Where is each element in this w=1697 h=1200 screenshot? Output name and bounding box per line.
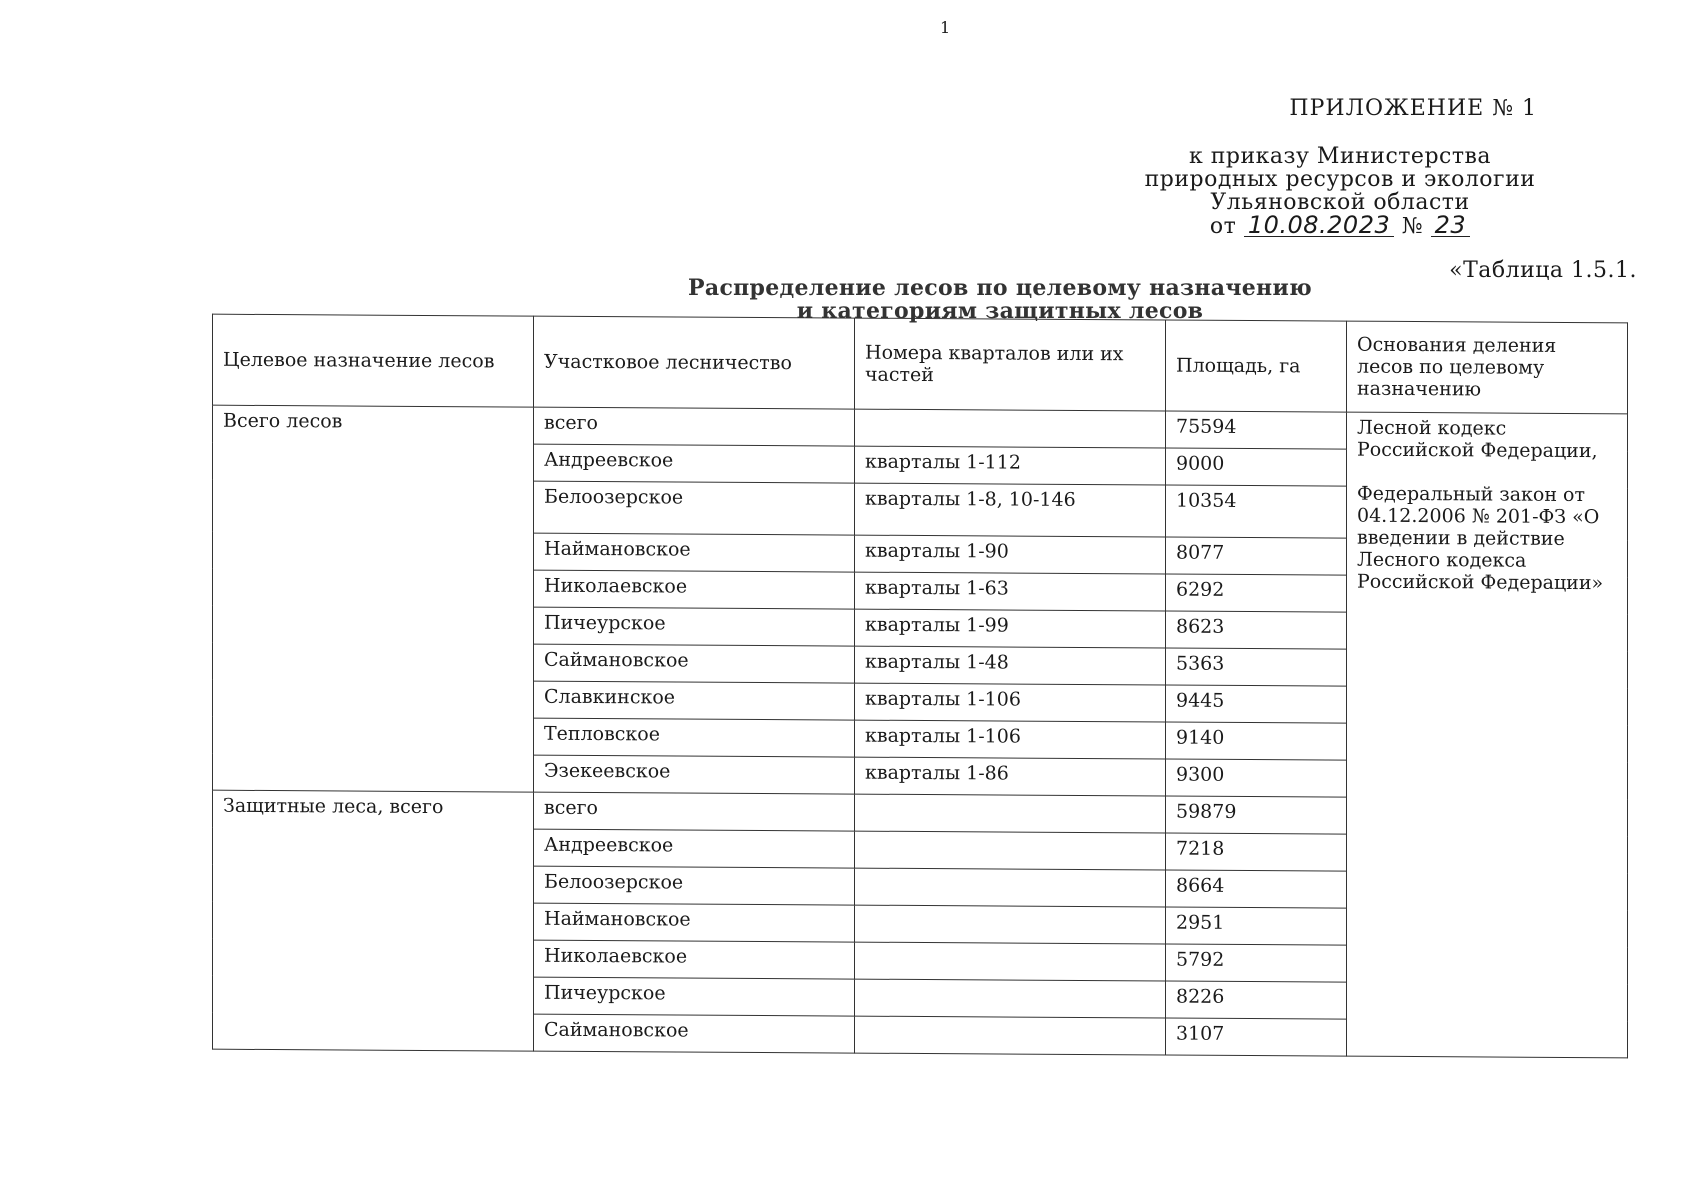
header-purpose: Целевое назначение лесов [213, 314, 534, 407]
quarters-cell: кварталы 1-90 [855, 535, 1166, 574]
forestry-cell: Белоозерское [534, 481, 855, 535]
area-cell: 5363 [1166, 648, 1347, 686]
quarters-cell: кварталы 1-48 [855, 646, 1166, 685]
forestry-cell: Тепловское [534, 718, 855, 757]
quarters-cell [855, 794, 1166, 833]
area-cell: 8623 [1166, 611, 1347, 649]
header-forestry: Участковое лесничество [534, 316, 855, 409]
basis-part: Федеральный закон от 04.12.2006 № 201-ФЗ «О введении в действие Лесного кодекса Российской Федерации» [1357, 482, 1604, 595]
quarters-cell [855, 868, 1166, 907]
area-cell: 9445 [1166, 685, 1347, 723]
area-cell: 3107 [1166, 1018, 1347, 1056]
forest-distribution-table [212, 314, 1628, 1059]
order-line: Ульяновской области [1210, 190, 1470, 215]
basis-part: Лесной кодекс Российской Федерации, [1357, 416, 1598, 463]
area-cell: 10354 [1166, 485, 1347, 538]
quarters-cell: кварталы 1-112 [855, 446, 1166, 485]
area-cell: 59879 [1166, 796, 1347, 834]
date-prefix: от [1209, 214, 1237, 239]
basis-cell [1347, 412, 1628, 1058]
area-cell: 9000 [1166, 448, 1347, 486]
forestry-cell: Славкинское [534, 681, 855, 720]
forestry-cell: всего [534, 792, 855, 831]
area-cell: 2951 [1166, 907, 1347, 945]
area-cell: 5792 [1166, 944, 1347, 982]
area-cell: 9140 [1166, 722, 1347, 760]
area-cell: 9300 [1166, 759, 1347, 797]
order-reference [1010, 145, 1670, 238]
area-cell: 8077 [1166, 537, 1347, 575]
number-prefix: № [1401, 214, 1424, 239]
quarters-cell [855, 1016, 1166, 1055]
quarters-cell: кварталы 1-63 [855, 572, 1166, 611]
appendix-title: ПРИЛОЖЕНИЕ № 1 [1289, 96, 1537, 121]
area-cell: 8664 [1166, 870, 1347, 908]
quarters-cell [855, 942, 1166, 981]
order-number: 23 [1431, 214, 1471, 237]
header-basis: Основания деления лесов по целевому назначению [1347, 321, 1628, 414]
forestry-cell: Белоозерское [534, 866, 855, 905]
forestry-cell: Наймановское [534, 533, 855, 572]
header-quarters: Номера кварталов или их частей [855, 318, 1166, 411]
forestry-cell: Пичеурское [534, 977, 855, 1016]
quarters-cell: кварталы 1-106 [855, 720, 1166, 759]
quarters-cell [855, 979, 1166, 1018]
quarters-cell: кварталы 1-106 [855, 683, 1166, 722]
quarters-cell [855, 905, 1166, 944]
forestry-cell: Андреевское [534, 829, 855, 868]
order-date-line [1010, 211, 1670, 239]
area-cell: 75594 [1166, 411, 1347, 449]
forest-table-wrapper [212, 314, 1628, 1059]
category-cell: Всего лесов [213, 405, 534, 792]
category-cell: Защитные леса, всего [213, 790, 534, 1051]
forestry-cell: всего [534, 407, 855, 446]
order-date: 10.08.2023 [1244, 214, 1394, 237]
quarters-cell [855, 831, 1166, 870]
forestry-cell: Николаевское [534, 940, 855, 979]
table-header-row [213, 314, 1628, 414]
header-area: Площадь, га [1166, 320, 1347, 412]
table-title-line: и категориям защитных лесов [796, 298, 1204, 324]
order-line: природных ресурсов и экологии [1144, 167, 1536, 192]
quarters-cell: кварталы 1-86 [855, 757, 1166, 796]
table-row [213, 405, 1628, 451]
table-reference: «Таблица 1.5.1. [1449, 258, 1637, 283]
forestry-cell: Саймановское [534, 644, 855, 683]
area-cell: 6292 [1166, 574, 1347, 612]
area-cell: 8226 [1166, 981, 1347, 1019]
forestry-cell: Андреевское [534, 444, 855, 483]
forestry-cell: Саймановское [534, 1014, 855, 1053]
forestry-cell: Пичеурское [534, 607, 855, 646]
quarters-cell: кварталы 1-99 [855, 609, 1166, 648]
table-title-line: Распределение лесов по целевому назначению [688, 275, 1312, 301]
forestry-cell: Эзекеевское [534, 755, 855, 794]
order-line: к приказу Министерства [1188, 144, 1492, 169]
page-number: 1 [940, 18, 951, 37]
quarters-cell [855, 409, 1166, 448]
area-cell: 7218 [1166, 833, 1347, 871]
forestry-cell: Николаевское [534, 570, 855, 609]
forestry-cell: Наймановское [534, 903, 855, 942]
quarters-cell: кварталы 1-8, 10-146 [855, 483, 1166, 537]
